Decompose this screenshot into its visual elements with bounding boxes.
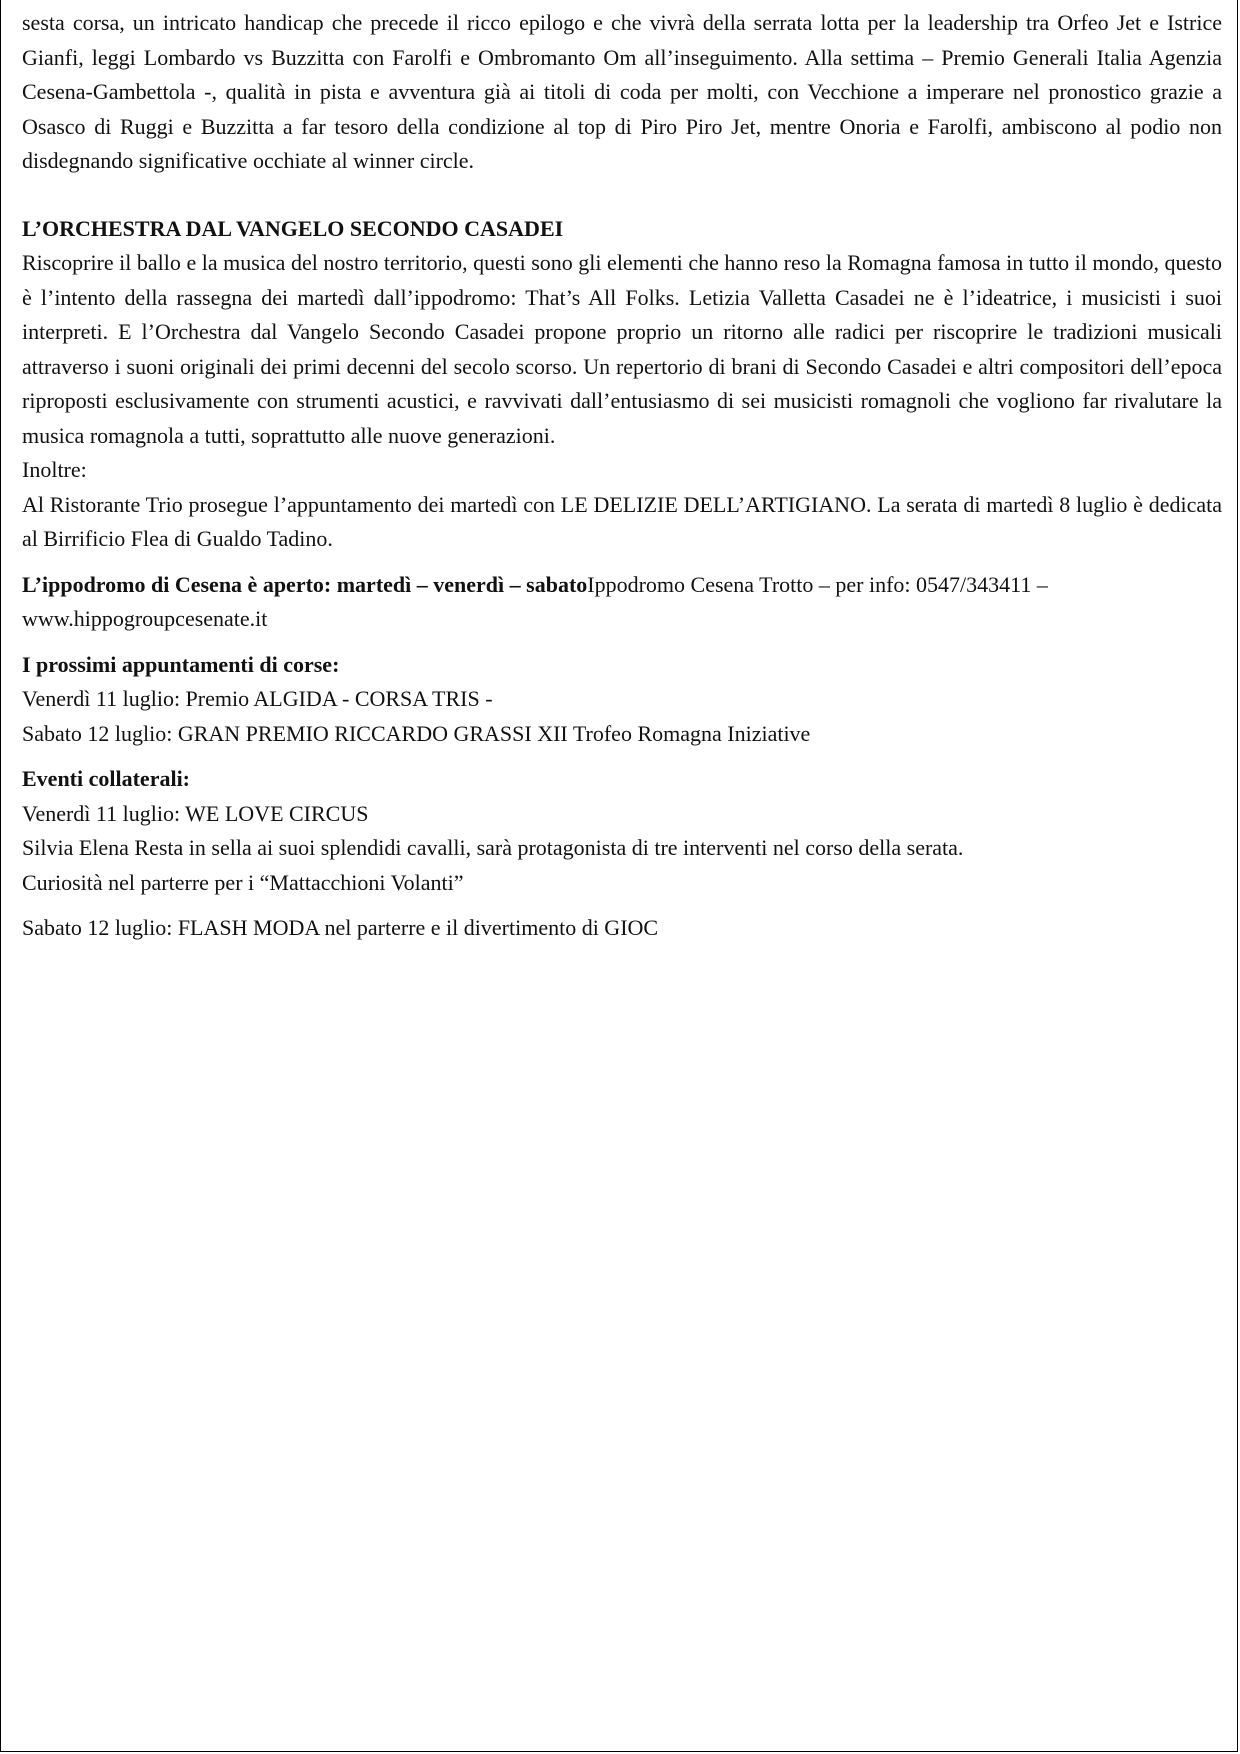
opening-info: Ippodromo Cesena Trotto – per info: 0547/343411 – www.hippogroupcesenate.it [22,571,1048,631]
document-body [22,6,1222,946]
orchestra-paragraph: Riscoprire il ballo e la musica del nostro territorio, questi sono gli elementi che hanno reso la Romagna famosa in tutto il mondo, questo è l’intento della rassegna dei martedì dall’ippodromo: That’s All Folks. Letizia Valletta Casadei ne è l’ideatrice, i musicisti i suoi interpreti. E l’Orchestra dal Vangelo Secondo Casadei propone proprio un ritorno alle radici per riscoprire le tradizioni musicali attraverso i suoni originali dei primi decenni del secolo scorso. Un repertorio di brani di Secondo Casadei e altri compositori dell’epoca riproposti esclusivamente con strumenti acustici, e ravvivati dall’entusiasmo di sei musicisti romagnoli che vogliono far rivalutare la musica romagnola a tutti, soprattutto alle nuove generazioni. [22,250,1222,448]
prossimi-heading: I prossimi appuntamenti di corse: [22,651,340,677]
opening-days: L’ippodromo di Cesena è aperto: martedì – venerdì – sabato [22,571,588,597]
prossimi-item: Sabato 12 luglio: GRAN PREMIO RICCARDO GRASSI XII Trofeo Romagna Iniziative [22,720,811,746]
prossimi-item: Venerdì 11 luglio: Premio ALGIDA - CORSA TRIS - [22,686,493,711]
orchestra-heading: L’ORCHESTRA DAL VANGELO SECONDO CASADEI [22,215,564,241]
eventi-item: Silvia Elena Resta in sella ai suoi splendidi cavalli, sarà protagonista di tre interventi nel corso della serata. [22,835,964,860]
eventi-heading: Eventi collaterali: [22,766,191,791]
intro-paragraph: sesta corsa, un intricato handicap che precede il ricco epilogo e che vivrà della serrata lotta per la leadership tra Orfeo Jet e Istrice Gianfi, leggi Lombardo vs Buzzitta con Farolfi e Ombromanto Om all’inseguimento. Alla settima – Premio Generali Italia Agenzia Cesena-Gambettola -, qualità in pista e avventura già ai titoli di coda per molti, con Vecchione a imperare nel pronostico grazie a Osasco di Ruggi e Buzzitta a far tesoro della condizione al top di Piro Piro Jet, mentre Onoria e Farolfi, ambiscono al podio non disdegnando significative occhiate al winner circle. [22,10,1222,173]
ristorante-paragraph: Al Ristorante Trio prosegue l’appuntamento dei martedì con LE DELIZIE DELL’ARTIGIANO. La serata di martedì 8 luglio è dedicata al Birrificio Flea di Gualdo Tadino. [22,491,1222,551]
opening-paragraph [22,568,1222,637]
eventi-item: Venerdì 11 luglio: WE LOVE CIRCUS [22,800,369,826]
sabato-line: Sabato 12 luglio: FLASH MODA nel parterre e il divertimento di GIOC [22,915,659,940]
eventi-item: Curiosità nel parterre per i “Mattacchioni Volanti” [22,869,464,895]
inoltre-label: Inoltre: [22,457,87,482]
